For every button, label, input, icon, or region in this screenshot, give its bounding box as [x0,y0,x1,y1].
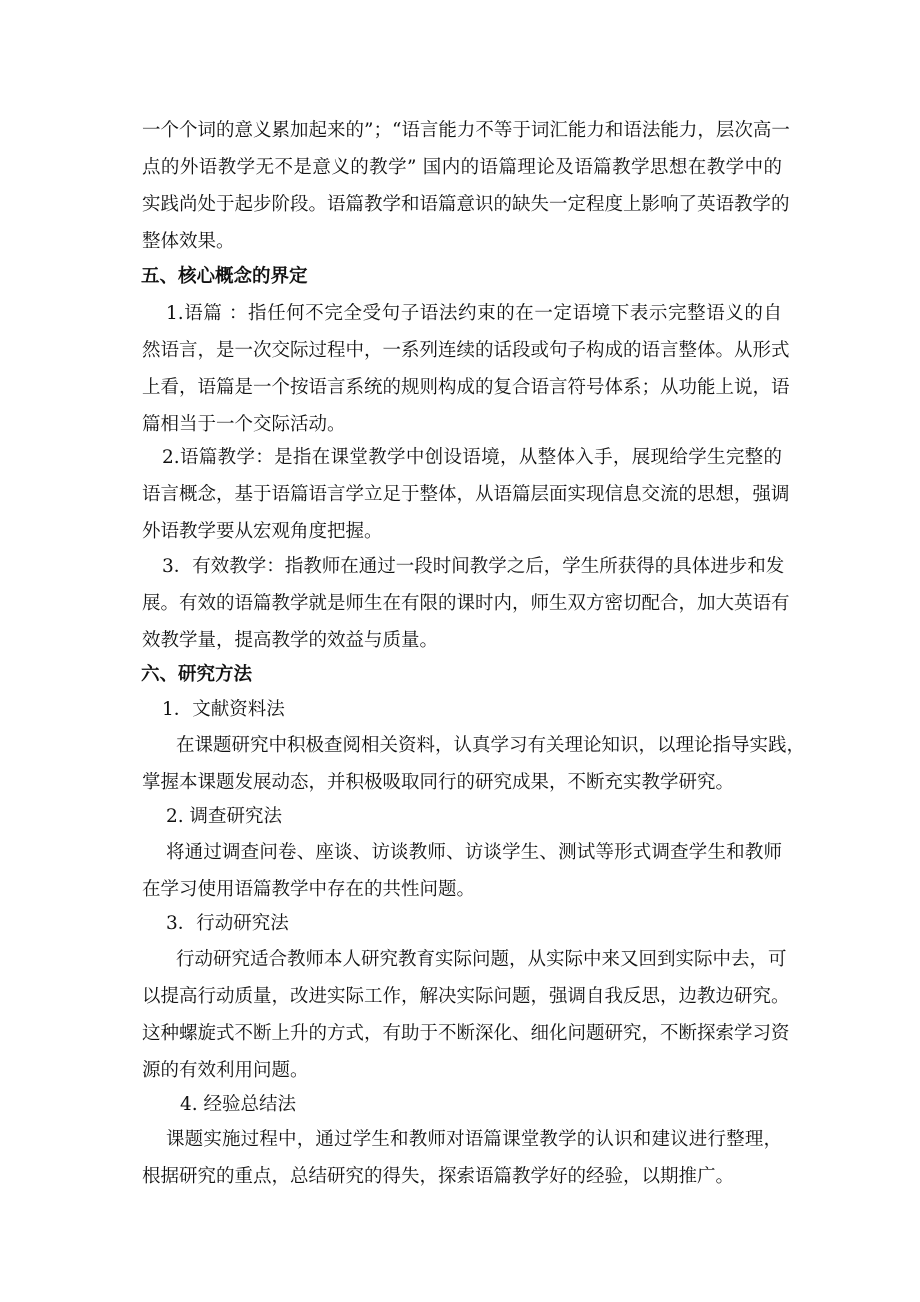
text-line: 篇相当于一个交际活动。 [142,414,346,435]
text-line: 语言概念，基于语篇语言学立足于整体，从语篇层面实现信息交流的思想，强调 [142,484,790,505]
text-line: 行动研究适合教师本人研究教育实际问题，从实际中来又回到实际中去，可 [176,949,787,970]
text-line: 上看，语篇是一个按语言系统的规则构成的复合语言符号体系；从功能上说，语 [142,377,790,398]
text-line: 课题实施过程中，通过学生和教师对语篇课堂教学的认识和建议进行整理， [166,1129,782,1150]
method-title: 4. 经验总结法 [180,1094,297,1115]
text-line: 这种螺旋式不断上升的方式，有助于不断深化、细化问题研究，不断探索学习资 [142,1023,790,1044]
text-line: 将通过调查问卷、座谈、访谈教师、访谈学生、测试等形式调查学生和教师 [166,842,782,863]
text-line: 源的有效利用问题。 [142,1060,309,1081]
text-line: 2.语篇教学：是指在课堂教学中创设语境，从整体入手，展现给学生完整的 [162,447,782,468]
text-line: 3．有效教学：指教师在通过一段时间教学之后，学生所获得的具体进步和发 [162,556,785,577]
text-line: 外语教学要从宏观角度把握。 [142,521,383,542]
text-line: 然语言，是一次交际过程中，一系列连续的话段或句子构成的语言整体。从形式 [142,340,790,361]
text-line: 展。有效的语篇教学就是师生在有限的课时内，师生双方密切配合，加大英语有 [142,593,790,614]
text-line: 一个个词的意义累加起来的”；“语言能力不等于词汇能力和语法能力，层次高一 [142,120,790,141]
text-line: 在课题研究中积极查阅相关资料，认真学习有关理论知识，以理论指导实践， [176,735,806,756]
text-line: 效教学量，提高教学的效益与质量。 [142,630,439,651]
text-line: 以提高行动质量，改进实际工作，解决实际问题，强调自我反思，边教边研究。 [142,986,790,1007]
section-heading: 五、核心概念的界定 [141,266,308,287]
text-line: 点的外语教学无不是意义的教学” 国内的语篇理论及语篇教学思想在教学中的 [142,157,782,178]
text-line: 整体效果。 [142,231,235,252]
method-title: 1．文献资料法 [162,699,285,720]
text-line: 掌握本课题发展动态，并积极吸取同行的研究成果，不断充实教学研究。 [142,772,735,793]
method-title: 3．行动研究法 [166,913,289,934]
text-line: 实践尚处于起步阶段。语篇教学和语篇意识的缺失一定程度上影响了英语教学的 [142,194,790,215]
text-line: 根据研究的重点，总结研究的得失，探索语篇教学好的经验，以期推广。 [142,1166,735,1187]
text-line: 1.语篇 ：指任何不完全受句子语法约束的在一定语境下表示完整语义的自 [166,303,782,324]
section-heading: 六、研究方法 [141,664,253,685]
text-line: 在学习使用语篇教学中存在的共性问题。 [142,879,476,900]
method-title: 2. 调查研究法 [166,806,283,827]
